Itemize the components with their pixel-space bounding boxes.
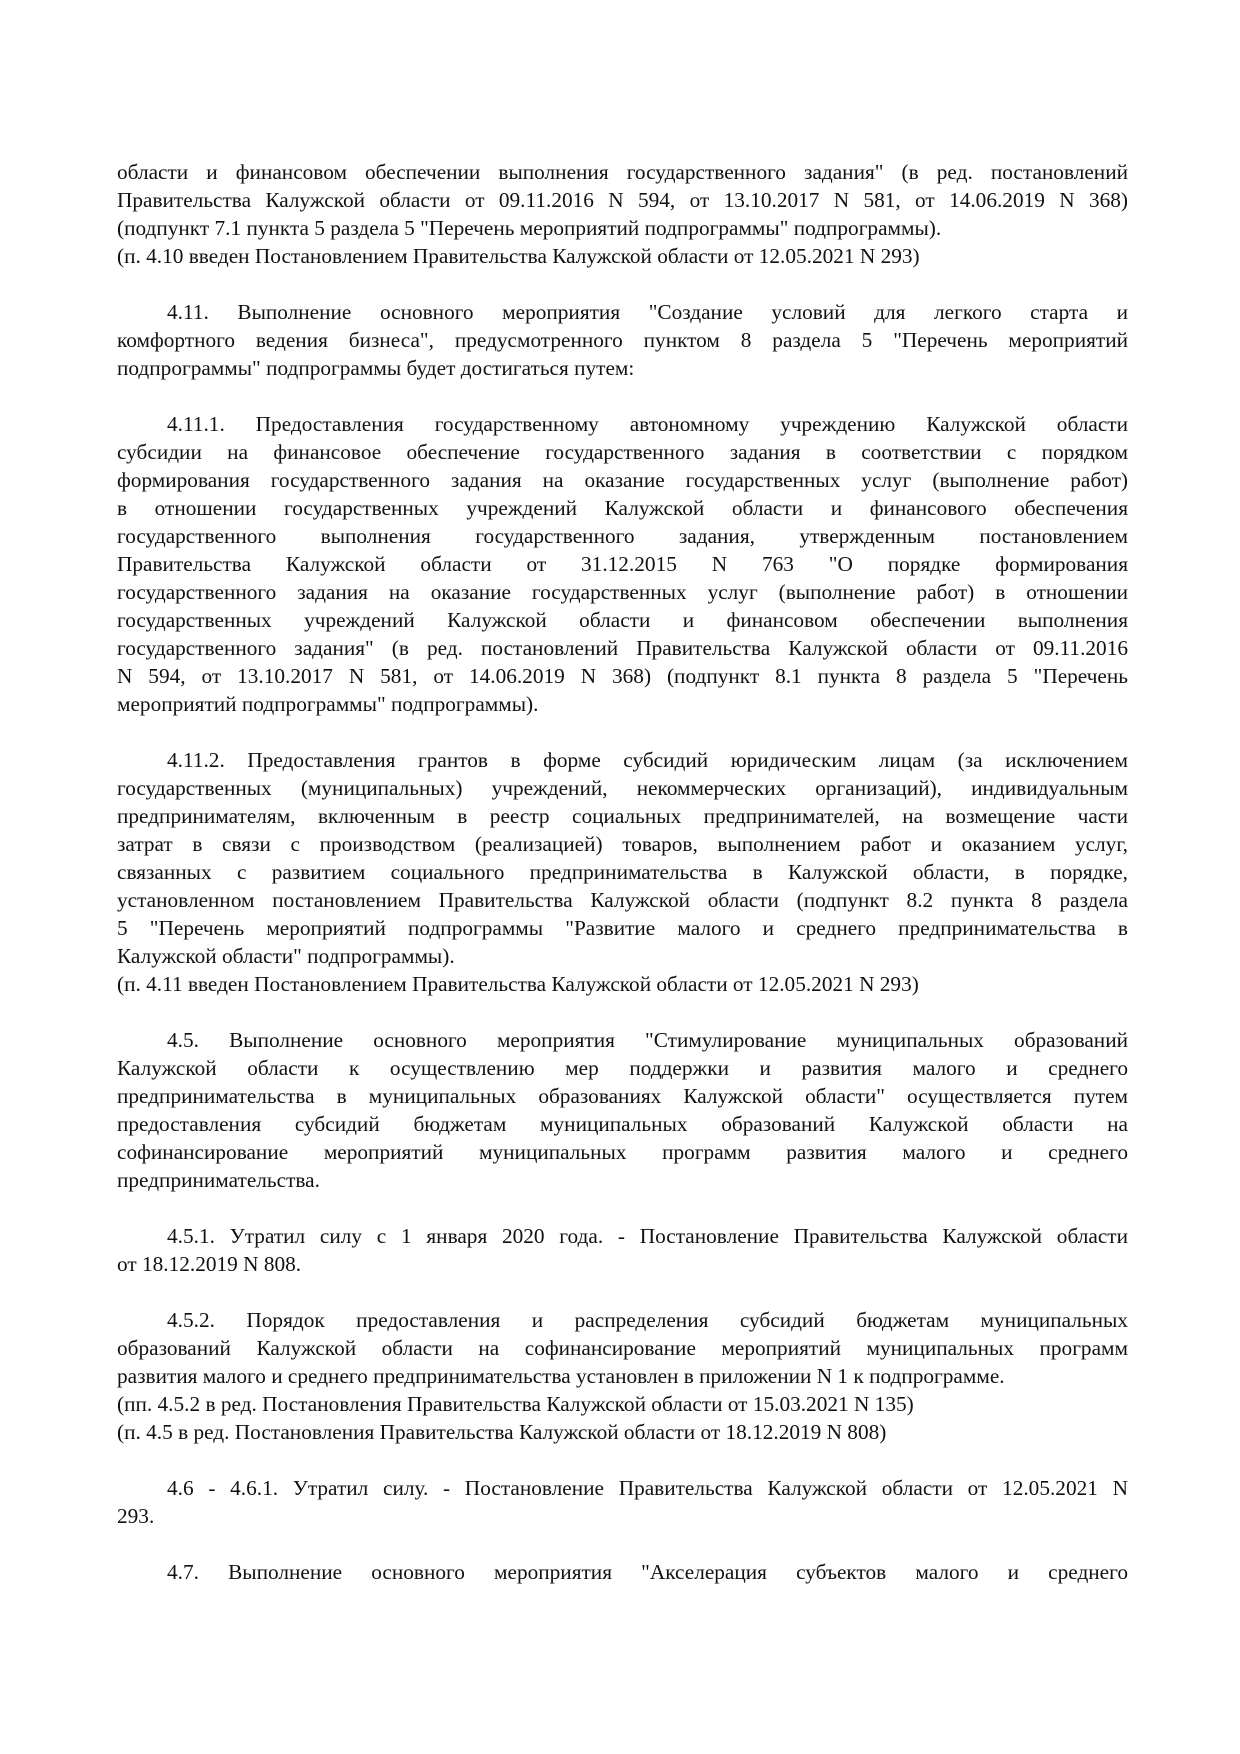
text-line: 4.11.2. Предоставления грантов в форме субсидий юридическим лицам (за исключением xyxy=(167,748,1128,772)
text-line: 4.6 - 4.6.1. Утратил силу. - Постановление Правительства Калужской области от 12.05.2021 N xyxy=(167,1476,1128,1500)
text-line: государственных учреждений Калужской области и финансовом обеспечении выполнения xyxy=(117,608,1128,632)
text-line: области и финансовом обеспечении выполнения государственного задания" (в ред. постановлений xyxy=(117,160,1128,184)
amendment-note: (п. 4.5 в ред. Постановления Правительства Калужской области от 18.12.2019 N 808) xyxy=(117,1420,887,1444)
text-line: 4.11. Выполнение основного мероприятия "Создание условий для легкого старта и xyxy=(167,300,1128,324)
document-page xyxy=(117,158,1128,1586)
paragraph-4-5-2 xyxy=(117,1306,1128,1446)
paragraph-4-11-2 xyxy=(117,746,1128,998)
text-line: предпринимателям, включенным в реестр социальных предпринимателей, на возмещение части xyxy=(117,804,1128,828)
text-line: 5 "Перечень мероприятий подпрограммы "Развитие малого и среднего предпринимательства в xyxy=(117,916,1128,940)
text-line: 4.11.1. Предоставления государственному автономному учреждению Калужской области xyxy=(167,412,1128,436)
text-line: формирования государственного задания на оказание государственных услуг (выполнение работ) xyxy=(117,468,1128,492)
text-line: Правительства Калужской области от 09.11.2016 N 594, от 13.10.2017 N 581, от 14.06.2019 N 368) xyxy=(117,188,1128,212)
text-line: государственного выполнения государственного задания, утвержденным постановлением xyxy=(117,524,1128,548)
paragraph-4-5 xyxy=(117,1026,1128,1194)
text-line: 4.5. Выполнение основного мероприятия "Стимулирование муниципальных образований xyxy=(167,1028,1128,1052)
text-line: 4.5.1. Утратил силу с 1 января 2020 года. - Постановление Правительства Калужской области xyxy=(167,1224,1128,1248)
paragraph-4-7 xyxy=(117,1558,1128,1586)
text-line: (подпункт 7.1 пункта 5 раздела 5 "Перечень мероприятий подпрограммы" подпрограммы). xyxy=(117,216,942,240)
text-line: Калужской области" подпрограммы). xyxy=(117,944,455,968)
text-line: Правительства Калужской области от 31.12.2015 N 763 "О порядке формирования xyxy=(117,552,1128,576)
text-line: развития малого и среднего предпринимательства установлен в приложении N 1 к подпрограмме. xyxy=(117,1364,1005,1388)
paragraph-4-5-1 xyxy=(117,1222,1128,1278)
text-line: затрат в связи с производством (реализацией) товаров, выполнением работ и оказанием услуг, xyxy=(117,832,1128,856)
text-line: связанных с развитием социального предпринимательства в Калужской области, в порядке, xyxy=(117,860,1128,884)
text-line: установленном постановлением Правительства Калужской области (подпункт 8.2 пункта 8 раздела xyxy=(117,888,1128,912)
text-line: государственных (муниципальных) учреждений, некоммерческих организаций), индивидуальным xyxy=(117,776,1128,800)
text-line: 293. xyxy=(117,1504,155,1528)
text-line: Калужской области к осуществлению мер поддержки и развития малого и среднего xyxy=(117,1056,1128,1080)
text-line: мероприятий подпрограммы" подпрограммы). xyxy=(117,692,539,716)
text-line: 4.7. Выполнение основного мероприятия "Акселерация субъектов малого и среднего xyxy=(167,1560,1128,1584)
text-line: государственного задания на оказание государственных услуг (выполнение работ) в отношении xyxy=(117,580,1128,604)
text-line: в отношении государственных учреждений Калужской области и финансового обеспечения xyxy=(117,496,1128,520)
text-line: 4.5.2. Порядок предоставления и распределения субсидий бюджетам муниципальных xyxy=(167,1308,1128,1332)
amendment-note: (п. 4.11 введен Постановлением Правительства Калужской области от 12.05.2021 N 293) xyxy=(117,972,919,996)
amendment-note: (пп. 4.5.2 в ред. Постановления Правительства Калужской области от 15.03.2021 N 135) xyxy=(117,1392,914,1416)
paragraph-4-10-continuation xyxy=(117,158,1128,270)
text-line: N 594, от 13.10.2017 N 581, от 14.06.2019 N 368) (подпункт 8.1 пункта 8 раздела 5 "Перечень xyxy=(117,664,1128,688)
paragraph-4-6 xyxy=(117,1474,1128,1530)
text-line: софинансирование мероприятий муниципальных программ развития малого и среднего xyxy=(117,1140,1128,1164)
paragraph-4-11 xyxy=(117,298,1128,382)
text-line: государственного задания" (в ред. постановлений Правительства Калужской области от 09.11.2016 xyxy=(117,636,1128,660)
text-line: предоставления субсидий бюджетам муниципальных образований Калужской области на xyxy=(117,1112,1128,1136)
paragraph-4-11-1 xyxy=(117,410,1128,718)
text-line: субсидии на финансовое обеспечение государственного задания в соответствии с порядком xyxy=(117,440,1128,464)
text-line: подпрограммы" подпрограммы будет достигаться путем: xyxy=(117,356,635,380)
amendment-note: (п. 4.10 введен Постановлением Правительства Калужской области от 12.05.2021 N 293) xyxy=(117,244,920,268)
text-line: образований Калужской области на софинансирование мероприятий муниципальных программ xyxy=(117,1336,1128,1360)
text-line: комфортного ведения бизнеса", предусмотренного пунктом 8 раздела 5 "Перечень мероприятий xyxy=(117,328,1128,352)
text-line: от 18.12.2019 N 808. xyxy=(117,1252,302,1276)
text-line: предпринимательства. xyxy=(117,1168,320,1192)
text-line: предпринимательства в муниципальных образованиях Калужской области" осуществляется путем xyxy=(117,1084,1128,1108)
